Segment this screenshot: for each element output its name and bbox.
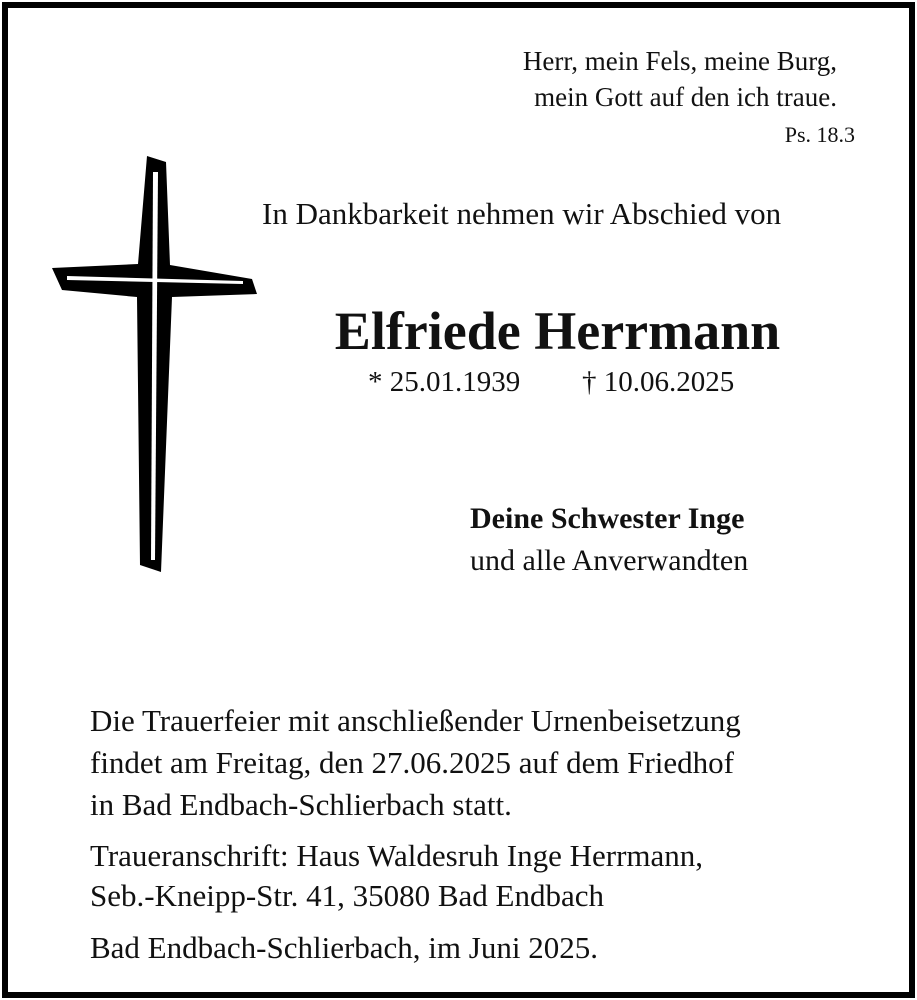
verse-line-2: mein Gott auf den ich traue. <box>534 82 837 112</box>
death-date: † 10.06.2025 <box>582 366 735 398</box>
deceased-name: Elfriede Herrmann <box>334 301 781 361</box>
birth-date: * 25.01.1939 <box>368 366 521 398</box>
mourner-primary: Deine Schwester Inge <box>470 502 745 535</box>
ceremony-line-1: Die Trauerfeier mit anschließender Urnenbeisetzung <box>90 703 741 738</box>
verse-line-1: Herr, mein Fels, meine Burg, <box>522 46 837 76</box>
address-line-1: Traueranschrift: Haus Waldesruh Inge Herrmann, <box>90 838 704 873</box>
ceremony-line-3: in Bad Endbach-Schlierbach statt. <box>90 787 512 822</box>
mourner-others: und alle Anverwandten <box>470 544 749 577</box>
place-date: Bad Endbach-Schlierbach, im Juni 2025. <box>90 930 598 965</box>
ceremony-line-2: findet am Freitag, den 27.06.2025 auf dem Friedhof <box>90 745 734 780</box>
verse-reference: Ps. 18.3 <box>784 122 855 147</box>
intro-text: In Dankbarkeit nehmen wir Abschied von <box>262 196 782 231</box>
address-line-2: Seb.-Kneipp-Str. 41, 35080 Bad Endbach <box>90 878 605 913</box>
